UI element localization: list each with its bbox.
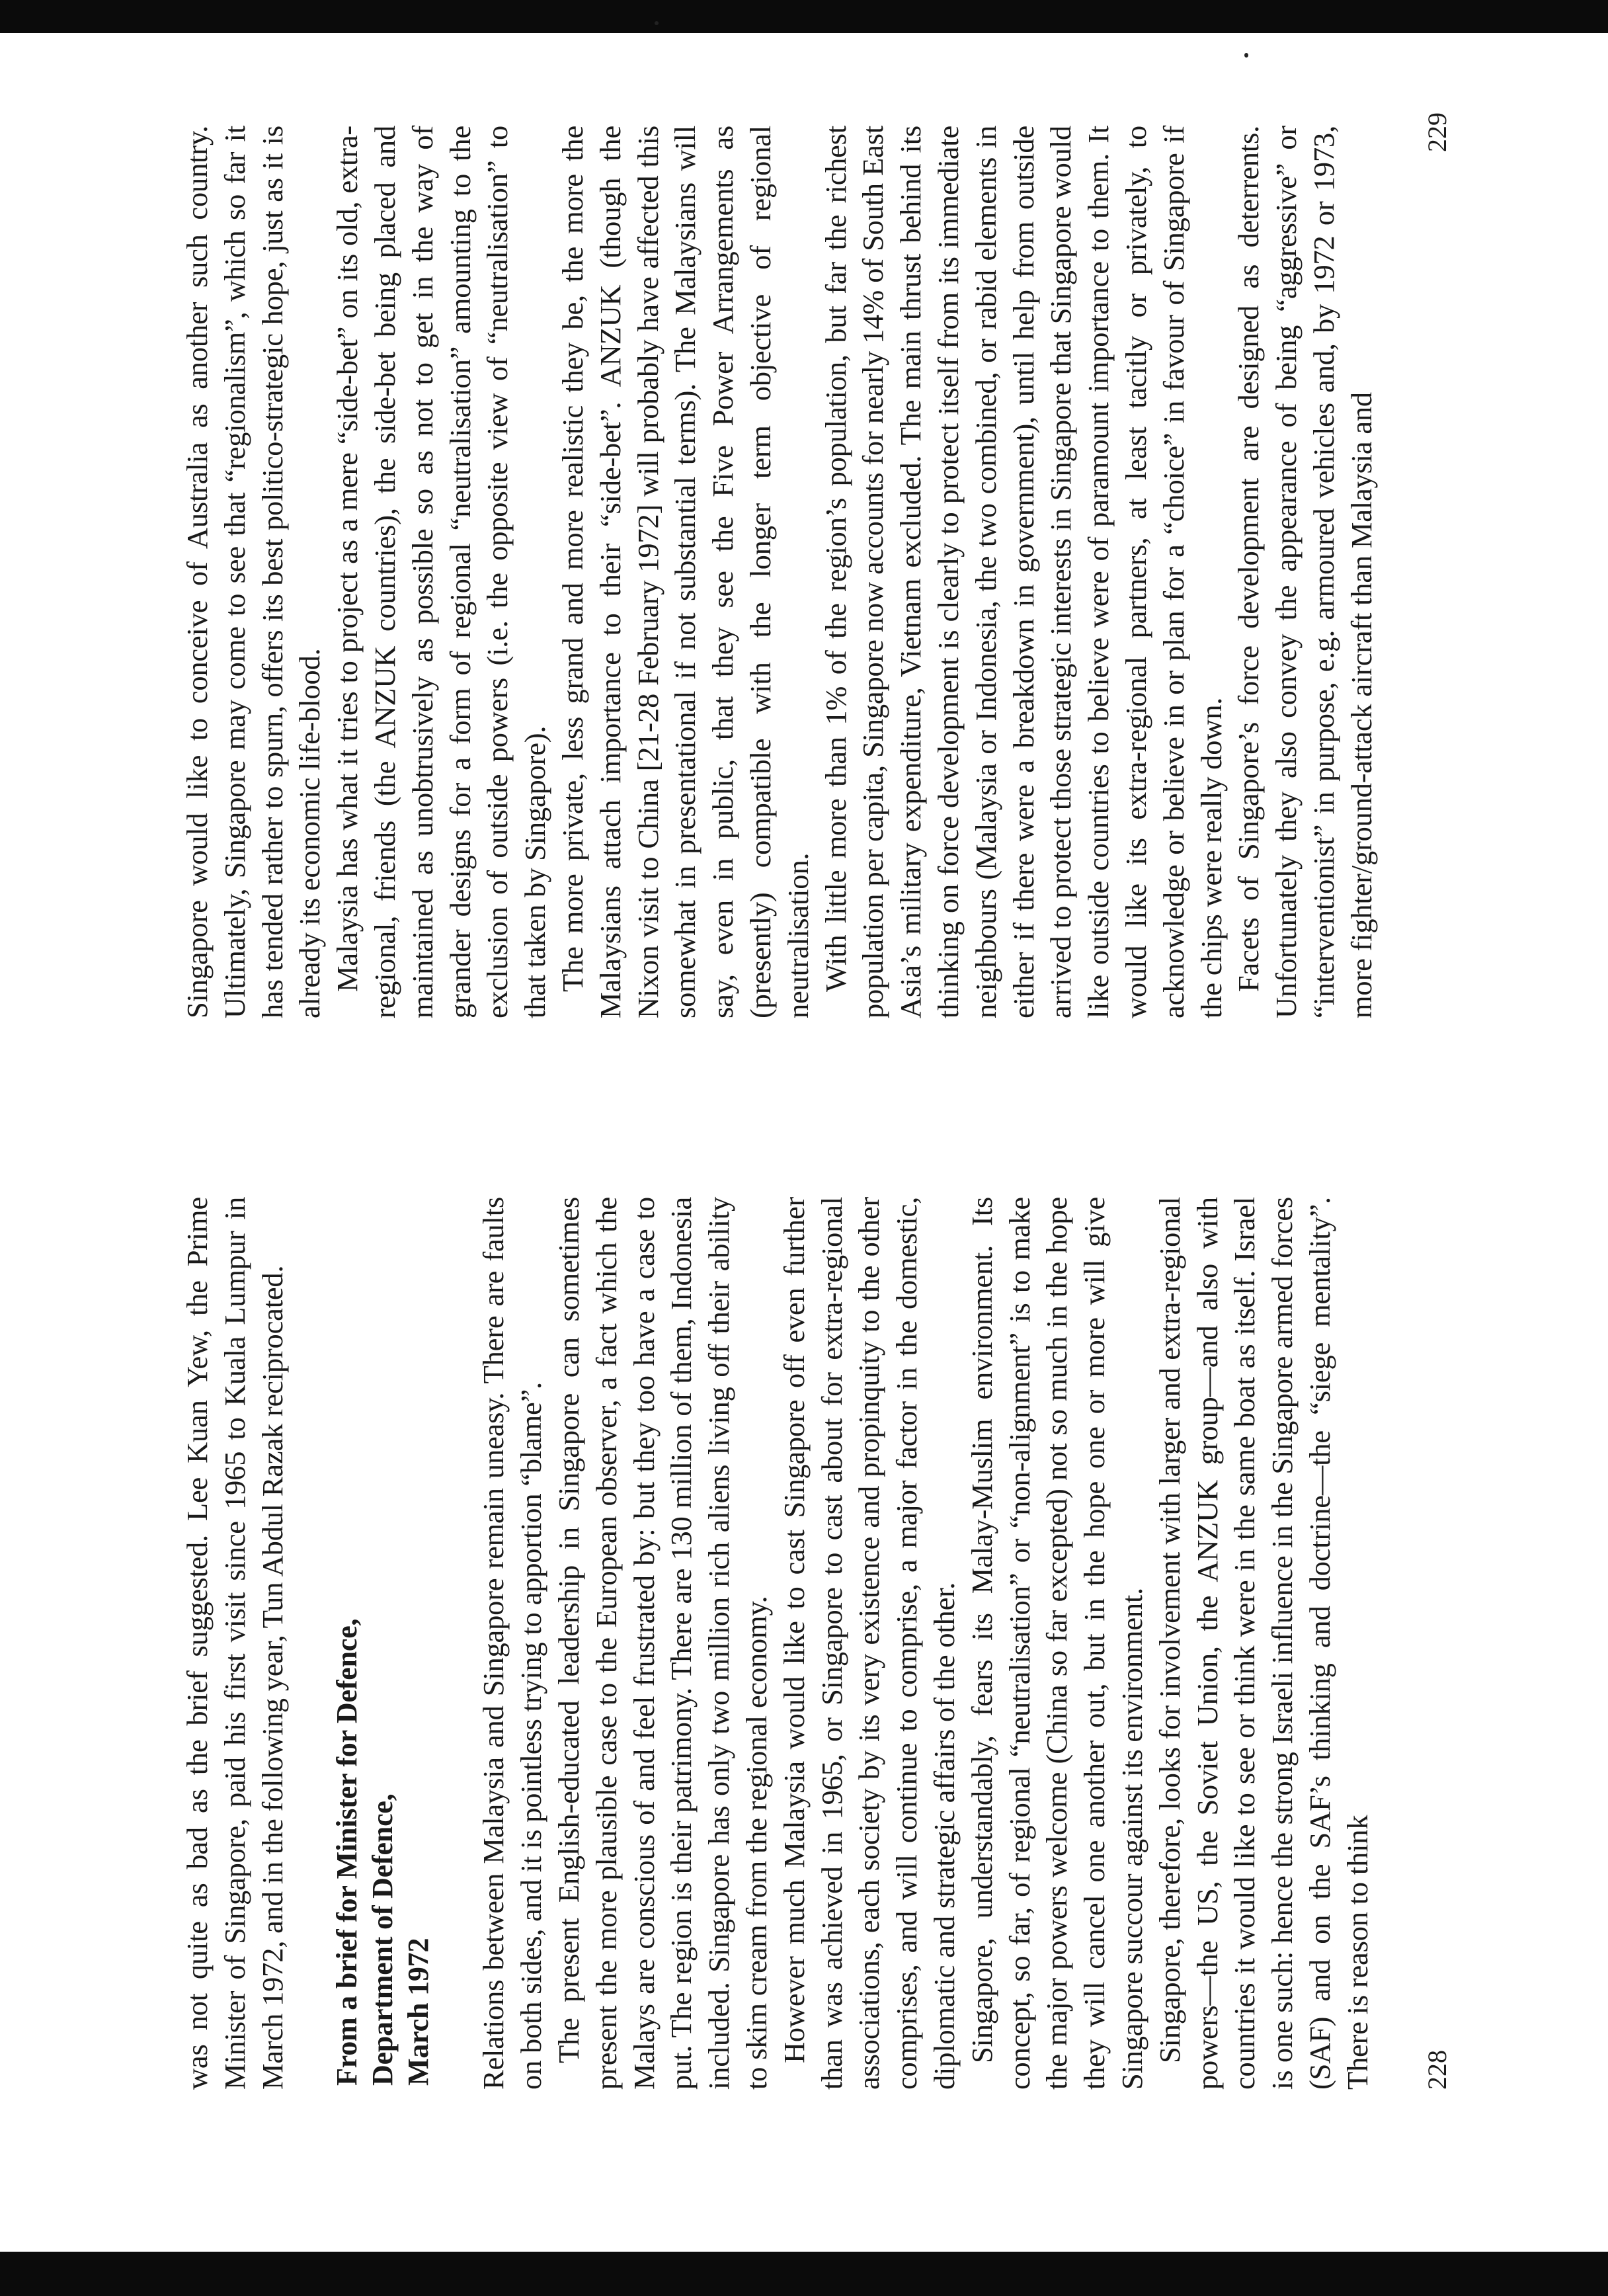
- scan-speck: [1244, 53, 1248, 58]
- body-paragraph: The present English-educated leadership in Singapore can sometimes present the more plausible case to the European observer, a fact which the Malays are conscious of and feel frustrated by: but they too have a case to put. The region is their patrimony. There are 130 million of them, Indonesia included. Singapore has only two million rich aliens living off their ability to skim cream from the regional economy.: [551, 1197, 773, 2090]
- book-spread: [179, 112, 1481, 2090]
- page-number-right: 229: [1422, 112, 1452, 152]
- body-paragraph: Malaysia has what it tries to project as a mere “side-bet” on its old, extra-regional, friends (the ANZUK countries), the side-bet being placed and maintained as unobtrusively as possible so as not to get in the way of grander designs for a form of regional “neutralisation” amounting to the exclusion of outside powers (i.e. the opposite view of “neutralisation” to that taken by Singapore).: [331, 126, 552, 1018]
- body-paragraph: However much Malaysia would like to cast Singapore off even further than was achieved in 1965, or Singapore to cast about for extra-regional associations, each society by its very existence and propinquity to the other comprises, and will continue to comprise, a major factor in the domestic, diplomatic and strategic affairs of the other.: [777, 1197, 961, 2090]
- brief-heading: [329, 1197, 436, 2090]
- brief-heading-line: Department of Defence,: [366, 1793, 399, 2086]
- body-paragraph: The more private, less grand and more realistic they be, the more the Malaysians attach importance to their “side-bet”. ANZUK (though the Nixon visit to China [21-28 February 1972] will probably have affected this somewhat in presentational if not substantial terms). The Malaysians will say, even in public, that they see the Five Power Arrangements as (presently) compatible with the longer term objective of regional neutralisation.: [555, 126, 815, 1018]
- right-page: [179, 112, 1481, 1018]
- body-paragraph: Singapore would like to conceive of Australia as another such country. Ultimately, Singapore may come to see that “regionalism”, which so far it has tended rather to spurn, offers its best politico-strategic hope, just as it is already its economic life-blood.: [181, 126, 327, 1018]
- body-paragraph: With little more than 1% of the region’s population, but far the richest population per capita, Singapore now accounts for nearly 14% of South East Asia’s military expenditure, Vietnam excluded. The main thrust behind its thinking on force development is clearly to protect itself from its immediate neighbours (Malaysia or Indonesia, the two combined, or rabid elements in either if there were a breakdown in government), until help from outside arrived to protect those strategic interests in Singapore that Singapore would like outside countries to believe were of paramount importance to them. It would like its extra-regional partners, at least tacitly or privately, to acknowledge or believe in or plan for a “choice” in favour of Singapore if the chips were really down.: [819, 126, 1228, 1018]
- left-page-text: [179, 1197, 1377, 2090]
- body-paragraph: Facets of Singapore’s force development are designed as deterrents. Unfortunately they also convey the appearance of being “aggressive” or “interventionist” in purpose, e.g. armoured vehicles and, by 1972 or 1973, more fighter/ground-attack aircraft than Malaysia and: [1232, 126, 1378, 1018]
- brief-heading-line: From a brief for Minister for Defence,: [331, 1618, 364, 2086]
- body-paragraph: Relations between Malaysia and Singapore remain uneasy. There are faults on both sides, and it is pointless trying to apportion “blame”.: [477, 1197, 548, 2090]
- body-paragraph: Singapore, therefore, looks for involvement with larger and extra-regional powers—the US, the Soviet Union, the ANZUK group—and also with countries it would like to see or think were in the same boat as itself. Israel is one such: hence the strong Israeli influence in the Singapore armed forces (SAF) and on the SAF’s thinking and doctrine—the “siege mentality”. There is reason to think: [1152, 1197, 1374, 2090]
- scan-border-top: [0, 0, 1608, 33]
- brief-heading-line: March 1972: [402, 1938, 435, 2086]
- page-number-left: 228: [1422, 2050, 1452, 2090]
- intro-paragraph: was not quite as bad as the brief suggested. Lee Kuan Yew, the Prime Minister of Singapore, paid his first visit since 1965 to Kuala Lumpur in March 1972, and in the following year, Tun Abdul Razak reciprocated.: [181, 1197, 289, 2090]
- body-paragraph: Singapore, understandably, fears its Malay-Muslim environment. Its concept, so far, of regional “neutralisation” or “non-alignment” is to make the major powers welcome (China so far excepted) not so much in the hope they will cancel one another out, but in the hope one or more will give Singapore succour against its environment.: [965, 1197, 1148, 2090]
- scan-speck: [655, 21, 659, 25]
- right-page-text: [179, 126, 1381, 1018]
- left-page: [179, 1197, 1481, 2090]
- scan-border-bottom: [0, 2252, 1608, 2296]
